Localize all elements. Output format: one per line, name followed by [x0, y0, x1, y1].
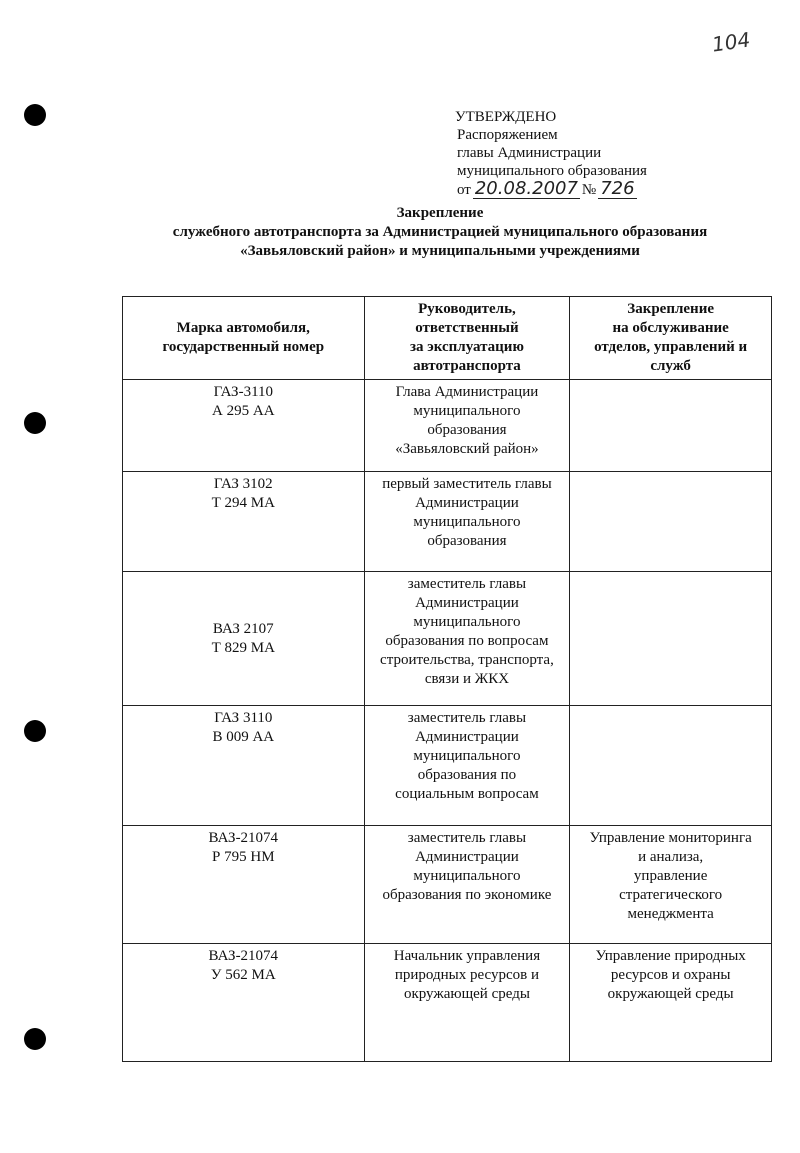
cell-line: заместитель главы [407, 576, 527, 592]
table-row [123, 472, 772, 572]
cell-line: Т 294 МА [211, 495, 275, 511]
cell-line: на обслуживание [612, 320, 729, 336]
cell-line: муниципального [413, 614, 521, 630]
title-line-3: «Завьяловский район» и муниципальными учреждениями [240, 243, 640, 259]
cell-line: муниципального [413, 868, 521, 884]
cell-line: за эксплуатацию [409, 339, 524, 355]
cell-vehicle [123, 944, 365, 1062]
cell-line: первый заместитель главы [382, 476, 552, 492]
cell-line: и анализа, [638, 849, 704, 865]
date-prefix: от [457, 182, 471, 198]
punch-hole-4 [24, 1028, 46, 1050]
cell-assigned [570, 472, 772, 572]
cell-line: ответственный [415, 320, 519, 336]
cell-line: У 562 МА [210, 967, 276, 983]
cell-line: Закрепление [627, 301, 714, 317]
cell-vehicle [123, 572, 365, 706]
cell-line: А 295 АА [212, 403, 275, 419]
cell-line: Управление мониторинга [589, 830, 752, 846]
title-line-2: служебного автотранспорта за Администрацией муниципального образования [172, 224, 708, 240]
cell-line: служб [650, 358, 691, 374]
cell-line: государственный номер [162, 339, 325, 355]
cell-vehicle [123, 472, 365, 572]
approval-line-1: Распоряжением [457, 127, 558, 143]
header-assigned [570, 297, 772, 380]
cell-line: Администрации [415, 849, 519, 865]
cell-line: Руководитель, [418, 301, 516, 317]
cell-line: управление [633, 868, 708, 884]
cell-line: ГАЗ-3110 [213, 384, 274, 400]
cell-line: Марка автомобиля, [176, 320, 310, 336]
table-row [123, 380, 772, 472]
cell-line: ВАЗ-21074 [208, 948, 279, 964]
cell-line: социальным вопросам [395, 786, 539, 802]
cell-line: образования по экономике [382, 887, 552, 903]
date-value: 20.08.2007 [474, 178, 578, 199]
cell-line: Управление природных [595, 948, 746, 964]
cell-line: окружающей среды [607, 986, 734, 1002]
number-value: 726 [600, 178, 635, 199]
punch-hole-1 [24, 104, 46, 126]
cell-line: окружающей среды [403, 986, 530, 1002]
cell-assigned [570, 826, 772, 944]
cell-vehicle [123, 826, 365, 944]
vehicle-assignment-table [122, 296, 772, 1062]
cell-line: муниципального [413, 403, 521, 419]
document-title [0, 204, 800, 261]
approval-block [455, 108, 647, 199]
cell-assigned [570, 706, 772, 826]
cell-line: ГАЗ 3110 [214, 710, 273, 726]
approval-line-3: муниципального образования [457, 163, 647, 179]
cell-line: Администрации [415, 495, 519, 511]
cell-line: стратегического [619, 887, 723, 903]
table-row [123, 572, 772, 706]
cell-line: ресурсов и охраны [610, 967, 731, 983]
cell-line: ВАЗ 2107 [212, 620, 274, 637]
table-row [123, 826, 772, 944]
cell-manager [364, 572, 570, 706]
cell-line: Администрации [415, 729, 519, 745]
punch-hole-2 [24, 412, 46, 434]
cell-line: образования по вопросам [385, 633, 549, 649]
cell-line: Р 795 НМ [212, 849, 275, 865]
cell-line: Начальник управления [393, 948, 541, 964]
cell-assigned [570, 380, 772, 472]
number-prefix: № [581, 182, 597, 198]
approval-heading: УТВЕРЖДЕНО [455, 109, 557, 125]
cell-line: Глава Администрации [395, 384, 539, 400]
cell-line: образования [427, 422, 507, 438]
cell-line: строительства, транспорта, [380, 652, 554, 668]
page-number: 104 [710, 27, 752, 57]
title-line-1: Закрепление [396, 205, 484, 221]
cell-line: заместитель главы [407, 830, 527, 846]
cell-manager [364, 472, 570, 572]
punch-hole-3 [24, 720, 46, 742]
cell-manager [364, 826, 570, 944]
cell-line: муниципального [413, 514, 521, 530]
cell-line: менеджмента [627, 906, 714, 922]
cell-assigned [570, 944, 772, 1062]
cell-vehicle [123, 706, 365, 826]
cell-line: муниципального [413, 748, 521, 764]
cell-manager [364, 380, 570, 472]
table-row [123, 706, 772, 826]
cell-manager [364, 706, 570, 826]
cell-line: Т 829 МА [211, 639, 275, 656]
cell-line: связи и ЖКХ [424, 671, 510, 687]
cell-line: отделов, управлений и [594, 339, 748, 355]
approval-line-2: главы Администрации [457, 145, 602, 161]
approval-date-line [457, 180, 647, 199]
cell-line: заместитель главы [407, 710, 527, 726]
cell-line: образования [427, 533, 507, 549]
header-manager [364, 297, 570, 380]
cell-line: Администрации [415, 595, 519, 611]
cell-line: природных ресурсов и [394, 967, 539, 983]
cell-line: ВАЗ-21074 [208, 830, 279, 846]
cell-line: образования по [417, 767, 517, 783]
cell-manager [364, 944, 570, 1062]
cell-line: автотранспорта [413, 358, 521, 374]
table-row [123, 944, 772, 1062]
cell-assigned [570, 572, 772, 706]
header-vehicle [123, 297, 365, 380]
cell-line: «Завьяловский район» [395, 441, 539, 457]
cell-line: ГАЗ 3102 [213, 476, 273, 492]
table-header-row [123, 297, 772, 380]
cell-line: В 009 АА [212, 729, 275, 745]
cell-vehicle [123, 380, 365, 472]
